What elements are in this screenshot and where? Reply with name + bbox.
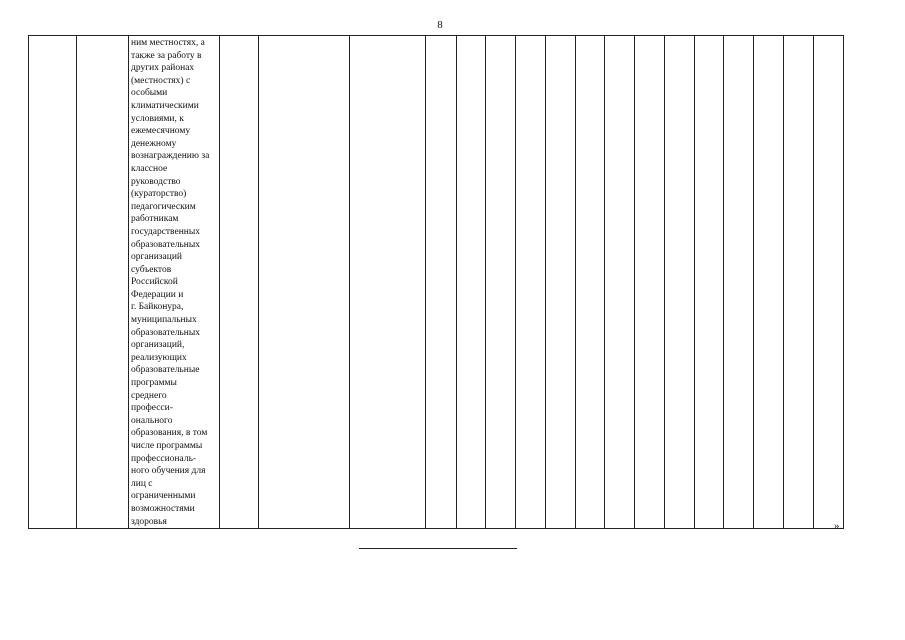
table-cell-7 bbox=[426, 36, 457, 529]
text-line: образования, в том bbox=[131, 428, 208, 439]
table-cell-19 bbox=[784, 36, 814, 529]
text-line: возможностями bbox=[131, 503, 195, 514]
text-line: здоровья bbox=[131, 516, 167, 527]
table-cell-18 bbox=[754, 36, 784, 529]
text-line: (кураторство) bbox=[131, 189, 187, 200]
table-cell-16 bbox=[695, 36, 724, 529]
text-line: реализующих bbox=[131, 352, 187, 363]
table-cell-2 bbox=[77, 36, 129, 529]
text-line: государственных bbox=[131, 226, 201, 237]
text-line: работникам bbox=[131, 214, 179, 225]
text-line: образовательных bbox=[131, 239, 200, 250]
text-line: вознаграждению за bbox=[131, 151, 210, 162]
text-line: Российской bbox=[131, 277, 178, 288]
text-line: денежному bbox=[131, 138, 177, 149]
table-cell-10 bbox=[516, 36, 546, 529]
text-line: климатическими bbox=[131, 100, 199, 111]
table-cell-15 bbox=[665, 36, 695, 529]
text-line: особыми bbox=[131, 88, 168, 99]
closing-quote-mark: ». bbox=[834, 520, 843, 532]
text-line: професси- bbox=[131, 403, 173, 414]
text-line: также за работу в bbox=[131, 50, 202, 61]
text-line: организаций bbox=[131, 252, 183, 263]
table-grid bbox=[28, 35, 844, 529]
text-line: среднего bbox=[131, 390, 167, 401]
text-line: (местностях) с bbox=[131, 75, 191, 86]
page-number: 8 bbox=[437, 19, 443, 31]
text-line: организаций, bbox=[131, 340, 185, 351]
table-cell-4 bbox=[220, 36, 259, 529]
text-line: руководство bbox=[131, 176, 181, 187]
text-line: условиями, к bbox=[131, 113, 184, 124]
table-cell-1 bbox=[29, 36, 77, 529]
text-line: образовательных bbox=[131, 327, 200, 338]
text-line: муниципальных bbox=[131, 315, 197, 326]
text-line: ежемесячному bbox=[131, 126, 191, 137]
text-line: ограниченными bbox=[131, 491, 196, 502]
table-cell-6 bbox=[350, 36, 426, 529]
table-cell-13 bbox=[605, 36, 635, 529]
table-cell-8 bbox=[457, 36, 486, 529]
table-cell-9 bbox=[486, 36, 516, 529]
table-cell-17 bbox=[724, 36, 754, 529]
text-line: лиц с bbox=[131, 478, 153, 489]
text-line: онального bbox=[131, 415, 173, 426]
footer-divider bbox=[359, 548, 517, 549]
text-line: Федерации и bbox=[131, 289, 184, 300]
text-line: профессиональ- bbox=[131, 453, 197, 464]
text-line: педагогическим bbox=[131, 201, 196, 212]
text-line: ним местностях, а bbox=[131, 38, 205, 48]
description-cell bbox=[129, 36, 220, 529]
table-cell-11 bbox=[546, 36, 576, 529]
text-line: г. Байконура, bbox=[131, 302, 184, 313]
table-cell-14 bbox=[635, 36, 665, 529]
table-cell-5 bbox=[259, 36, 350, 529]
text-line: классное bbox=[131, 163, 168, 174]
text-line: ного обучения для bbox=[131, 466, 206, 477]
text-line: числе программы bbox=[131, 441, 203, 451]
text-line: субъектов bbox=[131, 264, 172, 275]
table-row bbox=[29, 36, 844, 529]
document-table bbox=[28, 35, 844, 527]
table-cell-12 bbox=[576, 36, 605, 529]
text-line: образовательные bbox=[131, 365, 200, 376]
text-line: других районах bbox=[131, 63, 195, 74]
table-cell-20 bbox=[814, 36, 844, 529]
text-line: программы bbox=[131, 378, 177, 389]
